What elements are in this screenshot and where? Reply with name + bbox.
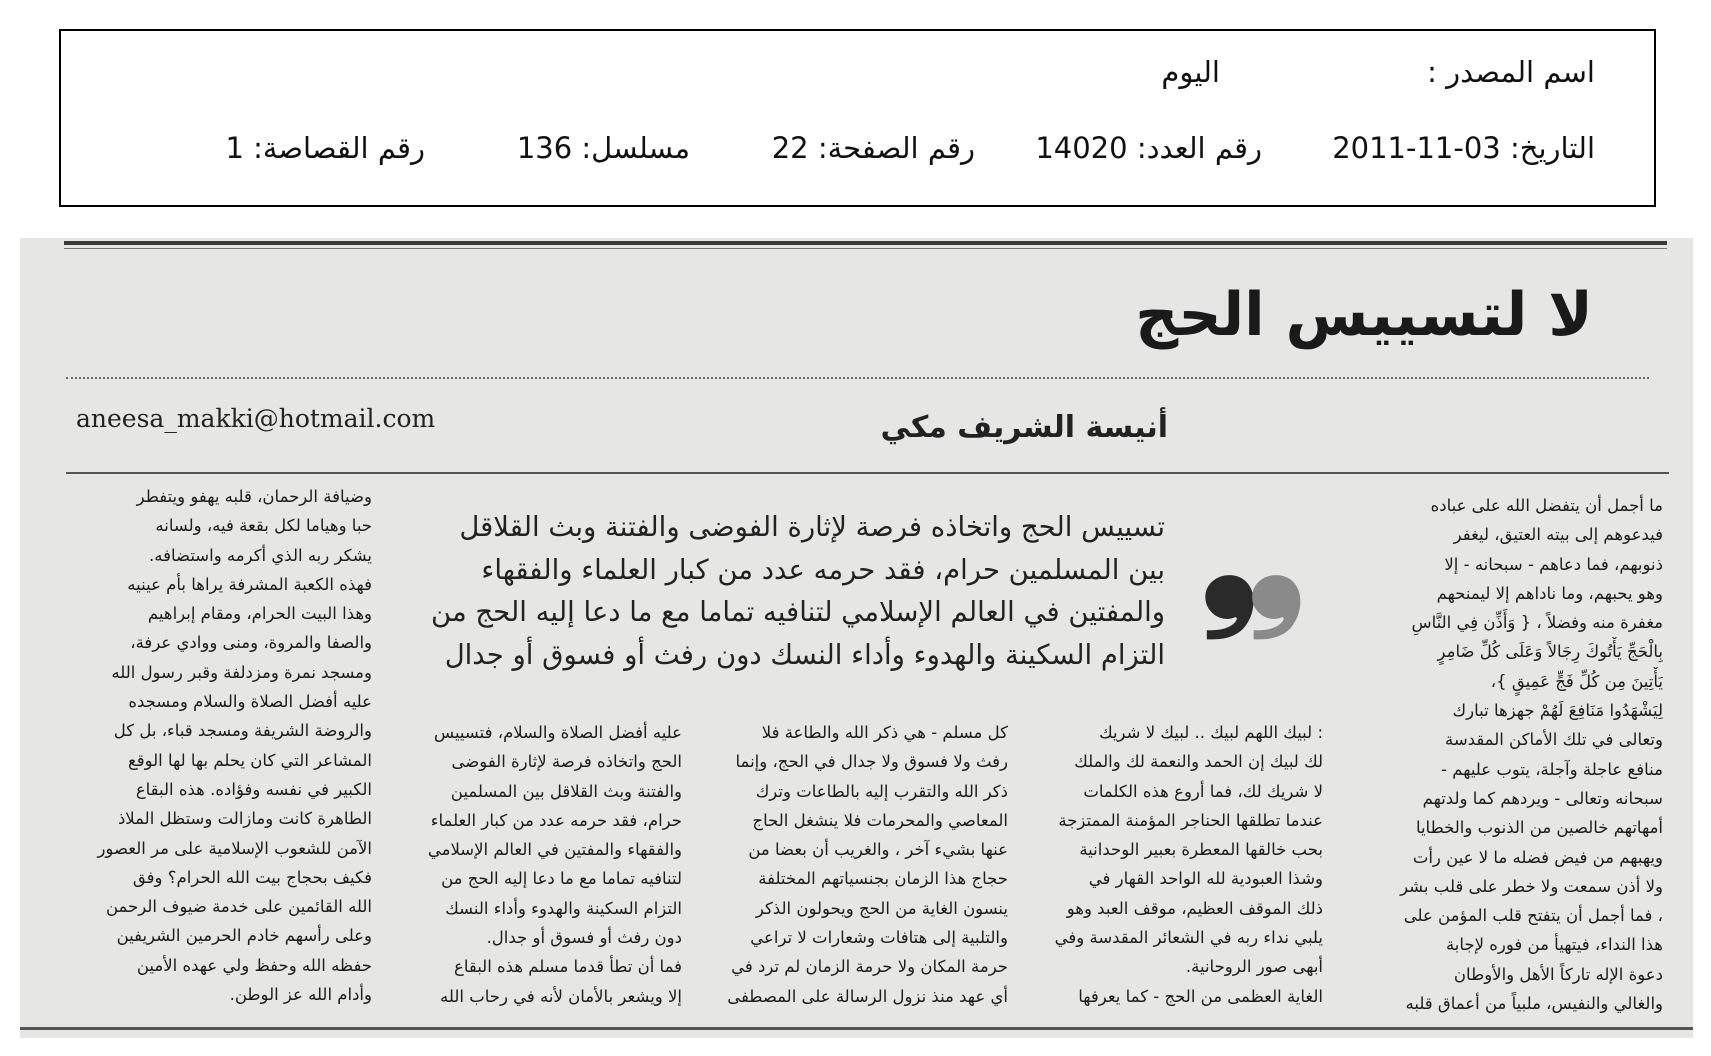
column-4	[1025, 718, 1323, 1011]
text-line: حفظه الله وحفظ ولي عهده الأمين	[136, 955, 372, 975]
text-line: لا شريك لك، فما أروع هذه الكلمات	[1083, 781, 1323, 801]
source-metadata-box	[59, 29, 1656, 207]
serial-field	[517, 131, 690, 165]
text-line: الطاهرة كانت ومازالت وستظل الملاذ	[117, 809, 372, 829]
text-line: حرام، فقد حرمه عدد من كبار العلماء	[430, 810, 682, 830]
text-line: ذلك الموقف العظيم، موقف العبد وهو	[1066, 898, 1323, 918]
text-line: الآمن للشعوب الإسلامية على مر العصور	[97, 838, 372, 858]
byline-rule	[66, 472, 1669, 474]
bottom-rule	[20, 1027, 1693, 1030]
issue-label: رقم العدد:	[1136, 131, 1262, 165]
text-line: فيدعوهم إلى بيته العتيق، ليغفر	[1453, 525, 1663, 545]
clip-value: 1	[225, 131, 244, 165]
date-field	[1332, 131, 1595, 165]
text-line: : لبيك اللهم لبيك .. لبيك لا شريك	[1099, 723, 1323, 742]
top-rule-thin	[64, 248, 1667, 249]
text-line: وعلى رأسهم خادم الحرمين الشريفين	[116, 926, 372, 946]
text-line: سبحانه وتعالى - ويردهم كما ولدتهم	[1422, 788, 1663, 808]
text-line: والفقهاء والمفتين في العالم الإسلامي	[427, 840, 682, 860]
source-label: اسم المصدر :	[1427, 55, 1595, 89]
text-line: منافع عاجلة وآجلة، يتوب عليهم -	[1441, 759, 1663, 779]
text-line: المشاعر التي كان يحلم بها لها الوقع	[127, 750, 372, 770]
text-line: وهذا البيت الحرام، ومقام إبراهيم	[147, 604, 372, 624]
pull-quote	[425, 506, 1165, 676]
text-line: لك لبيك إن الحمد والنعمة لك والملك	[1074, 752, 1323, 772]
author-email: aneesa_makki@hotmail.com	[76, 404, 436, 433]
text-line: لِيَشْهَدُوا مَنَافِعَ لَهُمْ جهزها تبارك	[1452, 701, 1663, 721]
column-2	[376, 718, 682, 1011]
text-line: يلبي نداء ربه في الشعائر المقدسة وفي	[1054, 928, 1323, 948]
text-line: الغاية العظمى من الحج - كما يعرفها	[1078, 986, 1323, 1006]
headline-dotted-divider	[66, 377, 1649, 379]
text-line: فكيف بحجاج بيت الله الحرام؟ وفق	[132, 867, 372, 887]
text-line: ما أجمل أن يتفضل الله على عباده	[1430, 496, 1663, 515]
text-line: إلا ويشعر بالأمان لأنه في رحاب الله	[440, 986, 682, 1006]
text-line: ينسون الغاية من الحج ويحولون الذكر	[755, 898, 1008, 918]
text-line: ولا أذن سمعت ولا خطر على قلب بشر	[1400, 876, 1663, 896]
text-line: فهذه الكعبة المشرفة يراها بأم عينيه	[127, 574, 372, 594]
column-3	[700, 718, 1008, 1011]
pull-quote-line: التزام السكينة والهدوء وأداء النسك دون رفث أو فسوق أو جدال	[444, 638, 1165, 671]
text-line: ، فما أجمل أن يتفتح قلب المؤمن على	[1403, 906, 1663, 926]
issue-value: 14020	[1035, 131, 1128, 165]
text-line: دون رفث أو فسوق أو جدال.	[486, 928, 682, 948]
text-line: ذنوبهم، فما دعاهم - سبحانه - إلا	[1444, 554, 1663, 574]
clip-label: رقم القصاصة:	[253, 131, 425, 165]
text-line: هذا النداء، فيتهيأ من فوره لإجابة	[1445, 935, 1663, 955]
text-line: وهو يحبهم، وما ناداهم إلا ليمنحهم	[1436, 583, 1663, 603]
page-label: رقم الصفحة:	[817, 131, 975, 165]
column-left	[56, 482, 372, 1009]
text-line: لتنافيه تماما مع ما دعا إليه الحج من	[441, 869, 682, 889]
clip-field	[225, 131, 425, 165]
text-line: كل مسلم - هي ذكر الله والطاعة فلا	[761, 723, 1008, 742]
author-name: أنيسة الشريف مكي	[880, 410, 1168, 445]
text-line: ذكر الله والتقرب إليه بالطاعات وترك	[755, 781, 1008, 801]
text-line: حجاج هذا الزمان بجنسياتهم المختلفة	[758, 869, 1008, 889]
pull-quote-line: تسييس الحج واتخاذه فرصة لإثارة الفوضى والفتنة وبث القلاقل	[459, 511, 1165, 543]
text-line: ويهبهم من فيض فضله ما لا عين رأت	[1412, 847, 1663, 867]
issue-field	[1035, 131, 1262, 165]
text-line: الحج واتخاذه فرصة لإثارة الفوضى	[451, 752, 682, 772]
text-line: بحب خالقها المعطرة بعبير الوحدانية	[1079, 840, 1323, 860]
text-line: دعوة الإله تاركاً الأهل والأوطان	[1453, 964, 1663, 984]
serial-value: 136	[516, 131, 573, 165]
text-line: رفث ولا فسوق ولا جدال في الحج، وإنما	[735, 752, 1008, 772]
text-line: يشكر ربه الذي أكرمه واستضافه.	[149, 545, 372, 565]
text-line: أمهاتهم خالصين من الذنوب والخطايا	[1415, 818, 1663, 838]
text-line: فما أن تطأ قدما مسلم هذه البقاع	[453, 957, 682, 977]
quote-marks-icon: ❟❟	[1200, 467, 1294, 643]
text-line: وأدام الله عز الوطن.	[229, 985, 372, 1005]
text-line: عليه أفضل الصلاة والسلام ومسجده	[128, 692, 372, 712]
pull-quote-line: بين المسلمين حرام، فقد حرمه عدد من كبار العلماء والفقهاء	[481, 553, 1165, 586]
source-row	[115, 55, 1595, 91]
newspaper-clipping	[20, 238, 1693, 1038]
text-line: عنها بشيء آخر ، والغريب أن بعضا من	[748, 840, 1008, 860]
page-field	[772, 131, 975, 165]
text-line: عندما تطلقها الحناجر المؤمنة الممتزجة	[1058, 810, 1323, 830]
text-line: ومسجد نمرة ومزدلفة وقبر رسول الله	[111, 662, 372, 682]
text-line: الكبير في نفسه وفؤاده. هذه البقاع	[135, 779, 372, 799]
text-line: والتلبية إلى هتافات وشعارات لا تراعي	[750, 928, 1008, 948]
text-line: وضيافة الرحمان، قلبه يهفو ويتفطر	[136, 487, 372, 506]
text-line: الله القائمين على خدمة ضيوف الرحمن	[105, 897, 372, 917]
text-line: يَأْتِينَ مِن كُلِّ فَجٍّ عَمِيقٍ }،	[1490, 671, 1663, 691]
top-rule	[64, 241, 1667, 245]
text-line: المعاصي والمحرمات فلا ينشغل الحاج	[752, 810, 1008, 830]
serial-label: مسلسل:	[581, 131, 690, 165]
text-line: حرمة المكان ولا حرمة الزمان لم ترد في	[731, 957, 1008, 977]
text-line: والغالي والنفيس، ملبياً من أعماق قلبه	[1405, 994, 1663, 1014]
text-line: مغفرة منه وفضلاً ، { وَأَذِّن فِي النَّاسِ	[1411, 613, 1663, 633]
article-headline: لا لتسييس الحج	[1135, 280, 1593, 350]
text-line: بِالْحَجِّ يَأْتُوكَ رِجَالاً وَعَلَى كُلِّ ضَامِرٍ	[1437, 642, 1663, 662]
pull-quote-line: والمفتين في العالم الإسلامي لتنافيه تماما مع ما دعا إليه الحج من	[431, 596, 1165, 628]
column-right	[1345, 491, 1663, 1018]
text-line: وشذا العبودية لله الواحد القهار في	[1088, 869, 1323, 889]
date-label: التاريخ:	[1509, 131, 1595, 165]
text-line: وتعالى في تلك الأماكن المقدسة	[1444, 730, 1663, 750]
text-line: والصفا والمروة، ومنى ووادي عرفة،	[130, 633, 372, 653]
date-value: 2011-11-03	[1332, 131, 1501, 165]
source-value: اليوم	[1161, 55, 1220, 89]
text-line: أبهى صور الروحانية.	[1185, 957, 1323, 977]
text-line: والروضة الشريفة ومسجد قباء، بل كل	[113, 721, 372, 741]
text-line: التزام السكينة والهدوء وأداء النسك	[445, 898, 682, 918]
text-line: عليه أفضل الصلاة والسلام، فتسييس	[433, 723, 682, 742]
page-value: 22	[771, 131, 809, 165]
text-line: حبا وهياما لكل بقعة فيه، ولسانه	[155, 516, 372, 536]
issue-row	[115, 131, 1595, 167]
text-line: أي عهد منذ نزول الرسالة على المصطفى	[727, 986, 1008, 1006]
text-line: والفتنة وبث القلاقل بين المسلمين	[450, 781, 682, 801]
